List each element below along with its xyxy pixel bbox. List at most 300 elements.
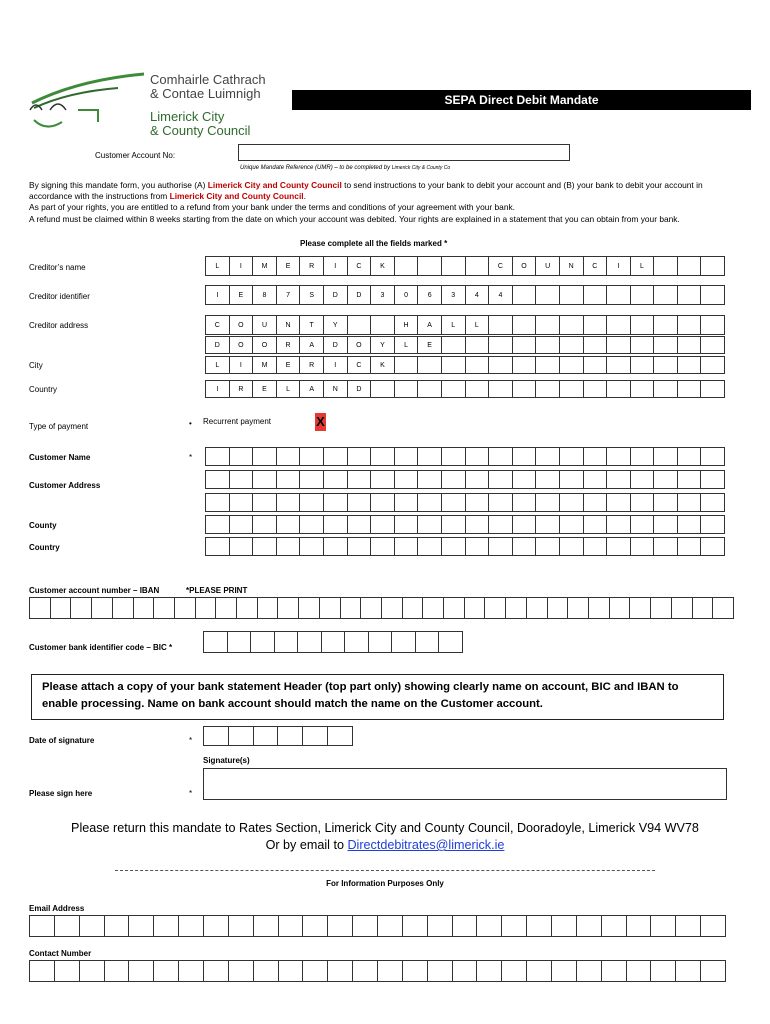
input-cell[interactable] bbox=[428, 916, 453, 936]
input-cell[interactable] bbox=[631, 494, 655, 511]
input-cell[interactable] bbox=[179, 961, 204, 981]
input-cell[interactable] bbox=[453, 961, 478, 981]
input-cell[interactable] bbox=[55, 916, 80, 936]
input-cell[interactable] bbox=[277, 448, 301, 465]
input-cell[interactable] bbox=[206, 448, 230, 465]
grid-cell: I bbox=[206, 286, 230, 304]
county-grid[interactable] bbox=[205, 515, 725, 534]
creditor-name-grid bbox=[205, 256, 725, 276]
input-cell[interactable] bbox=[693, 598, 714, 618]
grid-cell bbox=[489, 357, 513, 373]
input-cell[interactable] bbox=[277, 538, 301, 555]
input-cell[interactable] bbox=[489, 471, 513, 488]
grid-cell: O bbox=[513, 257, 537, 275]
input-cell[interactable] bbox=[348, 538, 372, 555]
input-cell[interactable] bbox=[713, 598, 733, 618]
input-cell[interactable] bbox=[378, 916, 403, 936]
input-cell[interactable] bbox=[277, 516, 301, 533]
input-cell[interactable] bbox=[258, 598, 279, 618]
input-cell[interactable] bbox=[253, 448, 277, 465]
input-cell[interactable] bbox=[322, 632, 346, 652]
recurrent-payment-checkbox[interactable] bbox=[315, 413, 326, 431]
grid-cell: 8 bbox=[253, 286, 277, 304]
input-cell[interactable] bbox=[371, 448, 395, 465]
input-cell[interactable] bbox=[348, 494, 372, 511]
input-cell[interactable] bbox=[607, 494, 631, 511]
input-cell[interactable] bbox=[328, 916, 353, 936]
input-cell[interactable] bbox=[361, 598, 382, 618]
input-cell[interactable] bbox=[303, 961, 328, 981]
input-cell[interactable] bbox=[701, 448, 724, 465]
input-cell[interactable] bbox=[30, 598, 51, 618]
input-cell[interactable] bbox=[279, 961, 304, 981]
input-cell[interactable] bbox=[300, 448, 324, 465]
input-cell[interactable] bbox=[654, 516, 678, 533]
input-cell[interactable] bbox=[277, 494, 301, 511]
input-cell[interactable] bbox=[676, 961, 701, 981]
input-cell[interactable] bbox=[154, 961, 179, 981]
input-cell[interactable] bbox=[324, 538, 348, 555]
input-cell[interactable] bbox=[678, 471, 702, 488]
input-cell[interactable] bbox=[489, 448, 513, 465]
input-cell[interactable] bbox=[253, 538, 277, 555]
input-cell[interactable] bbox=[536, 516, 560, 533]
input-cell[interactable] bbox=[324, 516, 348, 533]
grid-cell: C bbox=[206, 316, 230, 334]
input-cell[interactable] bbox=[279, 916, 304, 936]
input-cell[interactable] bbox=[527, 916, 552, 936]
input-cell[interactable] bbox=[631, 448, 655, 465]
grid-cell: C bbox=[489, 257, 513, 275]
input-cell[interactable] bbox=[348, 516, 372, 533]
input-cell[interactable] bbox=[627, 961, 652, 981]
input-cell[interactable] bbox=[602, 916, 627, 936]
input-cell[interactable] bbox=[237, 598, 258, 618]
input-cell[interactable] bbox=[610, 598, 631, 618]
input-cell[interactable] bbox=[560, 538, 584, 555]
input-cell[interactable] bbox=[300, 494, 324, 511]
grid-cell bbox=[442, 337, 466, 353]
grid-cell bbox=[584, 337, 608, 353]
input-cell[interactable] bbox=[418, 494, 442, 511]
input-cell[interactable] bbox=[303, 727, 328, 745]
input-cell[interactable] bbox=[536, 538, 560, 555]
grid-cell bbox=[466, 381, 490, 397]
input-cell[interactable] bbox=[254, 727, 279, 745]
input-cell[interactable] bbox=[506, 598, 527, 618]
grid-cell bbox=[466, 357, 490, 373]
input-cell[interactable] bbox=[485, 598, 506, 618]
input-cell[interactable] bbox=[196, 598, 217, 618]
input-cell[interactable] bbox=[513, 538, 537, 555]
grid-cell bbox=[442, 357, 466, 373]
grid-cell bbox=[466, 257, 490, 275]
input-cell[interactable] bbox=[254, 961, 279, 981]
input-cell[interactable] bbox=[631, 516, 655, 533]
input-cell[interactable] bbox=[134, 598, 155, 618]
input-cell[interactable] bbox=[71, 598, 92, 618]
date-of-signature-grid[interactable] bbox=[203, 726, 353, 746]
input-cell[interactable] bbox=[403, 916, 428, 936]
input-cell[interactable] bbox=[324, 471, 348, 488]
input-cell[interactable] bbox=[229, 916, 254, 936]
grid-cell: U bbox=[536, 257, 560, 275]
logo-english-line1: Limerick City bbox=[150, 109, 225, 124]
creditor-address-label: Creditor address bbox=[29, 321, 89, 330]
grid-cell bbox=[654, 337, 678, 353]
input-cell[interactable] bbox=[230, 471, 254, 488]
grid-cell bbox=[654, 286, 678, 304]
input-cell[interactable] bbox=[536, 471, 560, 488]
customer-address-label: Customer Address bbox=[29, 481, 101, 490]
input-cell[interactable] bbox=[154, 916, 179, 936]
input-cell[interactable] bbox=[228, 632, 252, 652]
input-cell[interactable] bbox=[328, 961, 353, 981]
input-cell[interactable] bbox=[113, 598, 134, 618]
input-cell[interactable] bbox=[418, 448, 442, 465]
input-cell[interactable] bbox=[92, 598, 113, 618]
input-cell[interactable] bbox=[206, 538, 230, 555]
grid-cell: O bbox=[348, 337, 372, 353]
input-cell[interactable] bbox=[513, 516, 537, 533]
grid-cell bbox=[513, 381, 537, 397]
input-cell[interactable] bbox=[253, 516, 277, 533]
creditor-address-grid-2 bbox=[205, 336, 725, 354]
input-cell[interactable] bbox=[466, 494, 490, 511]
input-cell[interactable] bbox=[204, 632, 228, 652]
input-cell[interactable] bbox=[513, 494, 537, 511]
input-cell[interactable] bbox=[204, 916, 229, 936]
input-cell[interactable] bbox=[345, 632, 369, 652]
input-cell[interactable] bbox=[278, 598, 299, 618]
contact-number-grid[interactable] bbox=[29, 960, 726, 982]
input-cell[interactable] bbox=[371, 516, 395, 533]
input-cell[interactable] bbox=[275, 632, 299, 652]
input-cell[interactable] bbox=[206, 471, 230, 488]
grid-cell bbox=[607, 316, 631, 334]
customer-country-grid[interactable] bbox=[205, 537, 725, 556]
input-cell[interactable] bbox=[502, 916, 527, 936]
umr-note-text: Unique Mandate Reference (UMR) – to be completed by bbox=[240, 165, 391, 171]
customer-name-grid[interactable] bbox=[205, 447, 725, 466]
input-cell[interactable] bbox=[129, 961, 154, 981]
input-cell[interactable] bbox=[442, 471, 466, 488]
input-cell[interactable] bbox=[678, 448, 702, 465]
input-cell[interactable] bbox=[630, 598, 651, 618]
input-cell[interactable] bbox=[253, 471, 277, 488]
input-cell[interactable] bbox=[403, 961, 428, 981]
input-cell[interactable] bbox=[701, 471, 724, 488]
input-cell[interactable] bbox=[80, 961, 105, 981]
input-cell[interactable] bbox=[416, 632, 440, 652]
input-cell[interactable] bbox=[536, 494, 560, 511]
input-cell[interactable] bbox=[676, 916, 701, 936]
input-cell[interactable] bbox=[607, 471, 631, 488]
return-email-link[interactable]: Directdebitrates@limerick.ie bbox=[347, 838, 505, 852]
grid-cell: A bbox=[300, 381, 324, 397]
input-cell[interactable] bbox=[631, 471, 655, 488]
grid-cell: I bbox=[206, 381, 230, 397]
input-cell[interactable] bbox=[560, 494, 584, 511]
input-cell[interactable] bbox=[423, 598, 444, 618]
input-cell[interactable] bbox=[300, 471, 324, 488]
grid-cell bbox=[701, 337, 724, 353]
input-cell[interactable] bbox=[489, 516, 513, 533]
input-cell[interactable] bbox=[353, 916, 378, 936]
input-cell[interactable] bbox=[678, 516, 702, 533]
input-cell[interactable] bbox=[229, 961, 254, 981]
input-cell[interactable] bbox=[371, 471, 395, 488]
input-cell[interactable] bbox=[489, 494, 513, 511]
divider bbox=[115, 870, 655, 871]
email-address-grid[interactable] bbox=[29, 915, 726, 937]
input-cell[interactable] bbox=[465, 598, 486, 618]
customer-address-grid-1[interactable] bbox=[205, 470, 725, 489]
grid-cell bbox=[701, 286, 724, 304]
input-cell[interactable] bbox=[678, 494, 702, 511]
input-cell[interactable] bbox=[607, 538, 631, 555]
intro-council-name-2: Limerick City and County Council bbox=[169, 191, 304, 202]
signature-box[interactable] bbox=[203, 768, 727, 800]
input-cell[interactable] bbox=[80, 916, 105, 936]
city-grid bbox=[205, 356, 725, 374]
customer-name-required: * bbox=[189, 453, 193, 462]
input-cell[interactable] bbox=[278, 727, 303, 745]
input-cell[interactable] bbox=[175, 598, 196, 618]
creditor-name-label: Creditor’s name bbox=[29, 263, 86, 272]
input-cell[interactable] bbox=[353, 961, 378, 981]
input-cell[interactable] bbox=[30, 961, 55, 981]
input-cell[interactable] bbox=[395, 516, 419, 533]
input-cell[interactable] bbox=[631, 538, 655, 555]
input-cell[interactable] bbox=[251, 632, 275, 652]
input-cell[interactable] bbox=[371, 494, 395, 511]
grid-cell bbox=[678, 337, 702, 353]
input-cell[interactable] bbox=[602, 961, 627, 981]
input-cell[interactable] bbox=[55, 961, 80, 981]
grid-cell bbox=[678, 257, 702, 275]
input-cell[interactable] bbox=[654, 448, 678, 465]
input-cell[interactable] bbox=[328, 727, 352, 745]
input-cell[interactable] bbox=[502, 961, 527, 981]
input-cell[interactable] bbox=[105, 916, 130, 936]
input-cell[interactable] bbox=[129, 916, 154, 936]
input-cell[interactable] bbox=[320, 598, 341, 618]
input-cell[interactable] bbox=[489, 538, 513, 555]
grid-cell: E bbox=[277, 357, 301, 373]
customer-account-input[interactable] bbox=[238, 144, 570, 161]
grid-cell: R bbox=[277, 337, 301, 353]
input-cell[interactable] bbox=[513, 448, 537, 465]
input-cell[interactable] bbox=[403, 598, 424, 618]
return-email-line bbox=[20, 837, 750, 854]
grid-cell bbox=[371, 316, 395, 334]
input-cell[interactable] bbox=[253, 494, 277, 511]
input-cell[interactable] bbox=[395, 538, 419, 555]
input-cell[interactable] bbox=[229, 727, 254, 745]
input-cell[interactable] bbox=[701, 916, 725, 936]
input-cell[interactable] bbox=[654, 494, 678, 511]
grid-cell bbox=[678, 286, 702, 304]
grid-cell bbox=[701, 381, 724, 397]
input-cell[interactable] bbox=[395, 471, 419, 488]
input-cell[interactable] bbox=[654, 538, 678, 555]
input-cell[interactable] bbox=[560, 448, 584, 465]
input-cell[interactable] bbox=[584, 471, 608, 488]
input-cell[interactable] bbox=[395, 448, 419, 465]
input-cell[interactable] bbox=[216, 598, 237, 618]
input-cell[interactable] bbox=[418, 516, 442, 533]
grid-cell: E bbox=[277, 257, 301, 275]
input-cell[interactable] bbox=[477, 916, 502, 936]
grid-cell bbox=[560, 286, 584, 304]
input-cell[interactable] bbox=[206, 494, 230, 511]
input-cell[interactable] bbox=[527, 961, 552, 981]
input-cell[interactable] bbox=[204, 727, 229, 745]
input-cell[interactable] bbox=[348, 471, 372, 488]
input-cell[interactable] bbox=[548, 598, 569, 618]
input-cell[interactable] bbox=[230, 494, 254, 511]
input-cell[interactable] bbox=[382, 598, 403, 618]
input-cell[interactable] bbox=[442, 494, 466, 511]
input-cell[interactable] bbox=[154, 598, 175, 618]
input-cell[interactable] bbox=[348, 448, 372, 465]
input-cell[interactable] bbox=[300, 538, 324, 555]
input-cell[interactable] bbox=[30, 916, 55, 936]
input-cell[interactable] bbox=[651, 916, 676, 936]
input-cell[interactable] bbox=[105, 961, 130, 981]
input-cell[interactable] bbox=[230, 538, 254, 555]
input-cell[interactable] bbox=[651, 598, 672, 618]
grid-cell: R bbox=[230, 381, 254, 397]
input-cell[interactable] bbox=[444, 598, 465, 618]
input-cell[interactable] bbox=[560, 516, 584, 533]
input-cell[interactable] bbox=[466, 448, 490, 465]
input-cell[interactable] bbox=[701, 538, 724, 555]
input-cell[interactable] bbox=[442, 516, 466, 533]
input-cell[interactable] bbox=[536, 448, 560, 465]
grid-cell: S bbox=[300, 286, 324, 304]
input-cell[interactable] bbox=[179, 916, 204, 936]
input-cell[interactable] bbox=[584, 494, 608, 511]
city-label: City bbox=[29, 361, 43, 370]
input-cell[interactable] bbox=[678, 538, 702, 555]
input-cell[interactable] bbox=[651, 961, 676, 981]
grid-cell bbox=[654, 257, 678, 275]
bic-grid[interactable] bbox=[203, 631, 463, 653]
input-cell[interactable] bbox=[392, 632, 416, 652]
input-cell[interactable] bbox=[206, 516, 230, 533]
input-cell[interactable] bbox=[577, 961, 602, 981]
grid-cell bbox=[631, 381, 655, 397]
input-cell[interactable] bbox=[395, 494, 419, 511]
grid-cell: N bbox=[324, 381, 348, 397]
input-cell[interactable] bbox=[299, 598, 320, 618]
input-cell[interactable] bbox=[300, 516, 324, 533]
input-cell[interactable] bbox=[378, 961, 403, 981]
input-cell[interactable] bbox=[552, 961, 577, 981]
bank-statement-notice: Please attach a copy of your bank statement Header (top part only) showing clearly name on account, BIC and IBAN to enable processing. Name on bank account should match the name on the Customer account. bbox=[31, 674, 724, 720]
grid-cell: Y bbox=[371, 337, 395, 353]
input-cell[interactable] bbox=[277, 471, 301, 488]
input-cell[interactable] bbox=[584, 516, 608, 533]
input-cell[interactable] bbox=[466, 471, 490, 488]
input-cell[interactable] bbox=[701, 516, 724, 533]
input-cell[interactable] bbox=[477, 961, 502, 981]
grid-cell bbox=[348, 316, 372, 334]
input-cell[interactable] bbox=[204, 961, 229, 981]
input-cell[interactable] bbox=[527, 598, 548, 618]
input-cell[interactable] bbox=[341, 598, 362, 618]
input-cell[interactable] bbox=[568, 598, 589, 618]
input-cell[interactable] bbox=[513, 471, 537, 488]
input-cell[interactable] bbox=[627, 916, 652, 936]
grid-cell bbox=[607, 357, 631, 373]
input-cell[interactable] bbox=[418, 538, 442, 555]
grid-cell bbox=[536, 337, 560, 353]
input-cell[interactable] bbox=[584, 448, 608, 465]
input-cell[interactable] bbox=[453, 916, 478, 936]
recurrent-payment-mark: X bbox=[316, 414, 325, 429]
grid-cell bbox=[584, 286, 608, 304]
input-cell[interactable] bbox=[51, 598, 72, 618]
grid-cell: A bbox=[418, 316, 442, 334]
input-cell[interactable] bbox=[466, 516, 490, 533]
input-cell[interactable] bbox=[560, 471, 584, 488]
input-cell[interactable] bbox=[607, 448, 631, 465]
input-cell[interactable] bbox=[552, 916, 577, 936]
input-cell[interactable] bbox=[428, 961, 453, 981]
input-cell[interactable] bbox=[589, 598, 610, 618]
input-cell[interactable] bbox=[672, 598, 693, 618]
input-cell[interactable] bbox=[230, 448, 254, 465]
input-cell[interactable] bbox=[654, 471, 678, 488]
please-sign-here-label: Please sign here bbox=[29, 789, 93, 798]
input-cell[interactable] bbox=[439, 632, 462, 652]
type-of-payment-label: Type of payment bbox=[29, 422, 89, 431]
grid-cell bbox=[701, 257, 724, 275]
input-cell[interactable] bbox=[701, 961, 725, 981]
input-cell[interactable] bbox=[607, 516, 631, 533]
input-cell[interactable] bbox=[324, 494, 348, 511]
input-cell[interactable] bbox=[230, 516, 254, 533]
input-cell[interactable] bbox=[466, 538, 490, 555]
grid-cell: C bbox=[348, 257, 372, 275]
input-cell[interactable] bbox=[254, 916, 279, 936]
input-cell[interactable] bbox=[442, 538, 466, 555]
grid-cell bbox=[654, 357, 678, 373]
grid-cell: L bbox=[466, 316, 490, 334]
input-cell[interactable] bbox=[442, 448, 466, 465]
iban-grid[interactable] bbox=[29, 597, 734, 619]
grid-cell: H bbox=[395, 316, 419, 334]
input-cell[interactable] bbox=[577, 916, 602, 936]
input-cell[interactable] bbox=[701, 494, 724, 511]
grid-cell bbox=[560, 357, 584, 373]
grid-cell bbox=[678, 381, 702, 397]
input-cell[interactable] bbox=[298, 632, 322, 652]
grid-cell bbox=[513, 337, 537, 353]
input-cell[interactable] bbox=[418, 471, 442, 488]
creditor-identifier-grid bbox=[205, 285, 725, 305]
input-cell[interactable] bbox=[303, 916, 328, 936]
input-cell[interactable] bbox=[584, 538, 608, 555]
customer-address-grid-2[interactable] bbox=[205, 493, 725, 512]
email-address-label: Email Address bbox=[29, 904, 85, 913]
input-cell[interactable] bbox=[369, 632, 393, 652]
input-cell[interactable] bbox=[371, 538, 395, 555]
input-cell[interactable] bbox=[324, 448, 348, 465]
